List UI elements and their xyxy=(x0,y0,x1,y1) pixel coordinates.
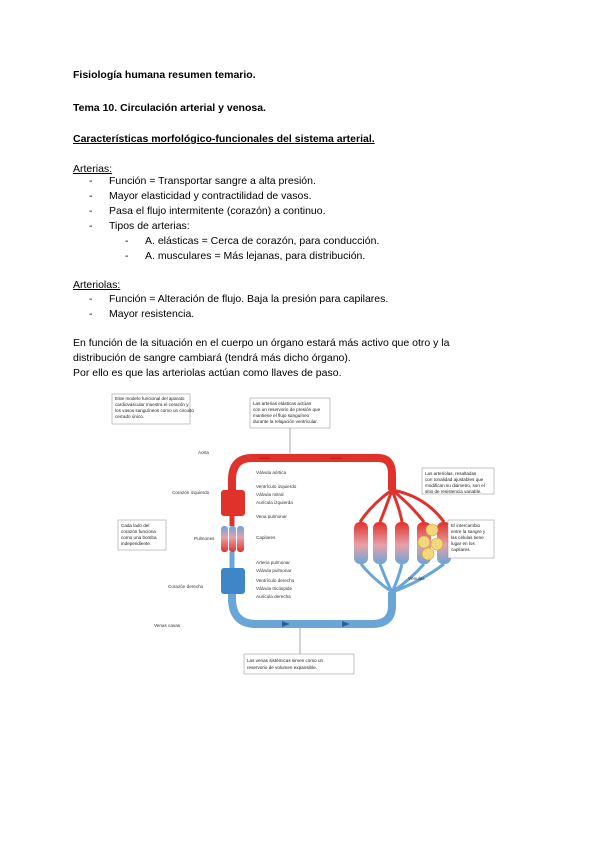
elastic-note-line: Las arterias elásticas actúan xyxy=(253,401,312,406)
exchange-note-line: entre la sangre y xyxy=(451,529,486,534)
side-note-line: corazón funciona xyxy=(121,529,156,534)
arterioles-note-line: modifican su diámetro, son el xyxy=(425,483,485,488)
venous-note-line: Las venas sistémicas sirven como un xyxy=(247,658,324,663)
section-heading: Características morfológico-funcionales del sistema arterial. xyxy=(73,133,375,145)
model-note-line: cardiovascular muestra el corazón y xyxy=(115,402,189,407)
exchange-note-line: El intercambio xyxy=(451,523,481,528)
arterias-title: Arterias: xyxy=(73,163,113,175)
lungs xyxy=(221,526,244,552)
arterioles-note-line: Las arteriolas, resaltadas xyxy=(425,471,477,476)
venous-reservoir-note-box xyxy=(244,654,354,674)
exchange-note-line: las células tiene xyxy=(451,535,484,540)
right-ventricle-label: Ventrículo derecho xyxy=(256,578,295,583)
venous-note-line: reservorio de volumen expansible. xyxy=(247,665,317,670)
pulmonary-valve-label: Válvula pulmonar xyxy=(256,568,292,573)
side-note-line: independiente. xyxy=(121,541,152,546)
exchange-note-line: lugar en los xyxy=(451,541,475,546)
paragraph-line: En función de la situación en el cuerpo un órgano estará más activo que otro y la xyxy=(73,337,450,349)
capillaries-label: Capilares xyxy=(256,535,276,540)
model-note-line: cerrado único. xyxy=(115,414,145,419)
elastic-note-line: durante la relajación ventricular. xyxy=(253,419,318,424)
topic-title: Tema 10. Circulación arterial y venosa. xyxy=(73,102,266,114)
left-atrium-label: Aurícula izquierda xyxy=(256,500,293,505)
right-atrium-label: Aurícula derecha xyxy=(256,594,291,599)
side-note-line: como una bomba xyxy=(121,535,157,540)
lungs-label: Pulmones xyxy=(194,536,215,541)
paragraph-line: distribución de sangre cambiará (tendrá más dicho órgano). xyxy=(73,352,351,364)
side-note-line: Cada lado del xyxy=(121,523,150,528)
mitral-valve-label: Válvula mitral xyxy=(256,492,284,497)
arterioles-note-line: sitio de resistencia variable. xyxy=(425,489,482,494)
arteriolas-title: Arteriolas: xyxy=(73,279,121,291)
elastic-note-line: con un reservorio de presión que xyxy=(253,407,321,412)
pulmonary-artery-label: Arteria pulmonar xyxy=(256,560,290,565)
right-heart-label: Corazón derecho xyxy=(168,584,204,589)
venae-cavae-label: Venas cavas xyxy=(154,623,181,628)
left-heart xyxy=(221,480,245,526)
model-note-line: Este modelo funcional del aparato xyxy=(115,396,185,401)
right-heart xyxy=(221,552,245,602)
model-note-line: los vasos sanguíneos como un circuito xyxy=(115,408,194,413)
arterioles-note-line: con tonalidad ajustables que xyxy=(425,477,484,482)
elastic-note-line: mantiene el flujo sanguíneo xyxy=(253,413,310,418)
left-heart-label: Corazón izquierdo xyxy=(172,490,210,495)
exchange-note-line: capilares. xyxy=(451,547,471,552)
left-ventricle-label: Ventrículo izquierdo xyxy=(256,484,297,489)
venules-label: Vénulas xyxy=(408,576,425,581)
pulmonary-vein-label: Vena pulmonar xyxy=(256,514,287,519)
circulation-diagram xyxy=(110,392,498,680)
aortic-valve-label: Válvula aórtica xyxy=(256,470,287,475)
course-title: Fisiología humana resumen temario. xyxy=(73,69,256,81)
aorta-label: Aorta xyxy=(198,450,209,455)
paragraph-line: Por ello es que las arteriolas actúan como llaves de paso. xyxy=(73,367,342,379)
tricuspid-valve-label: Válvula tricúspide xyxy=(256,586,293,591)
